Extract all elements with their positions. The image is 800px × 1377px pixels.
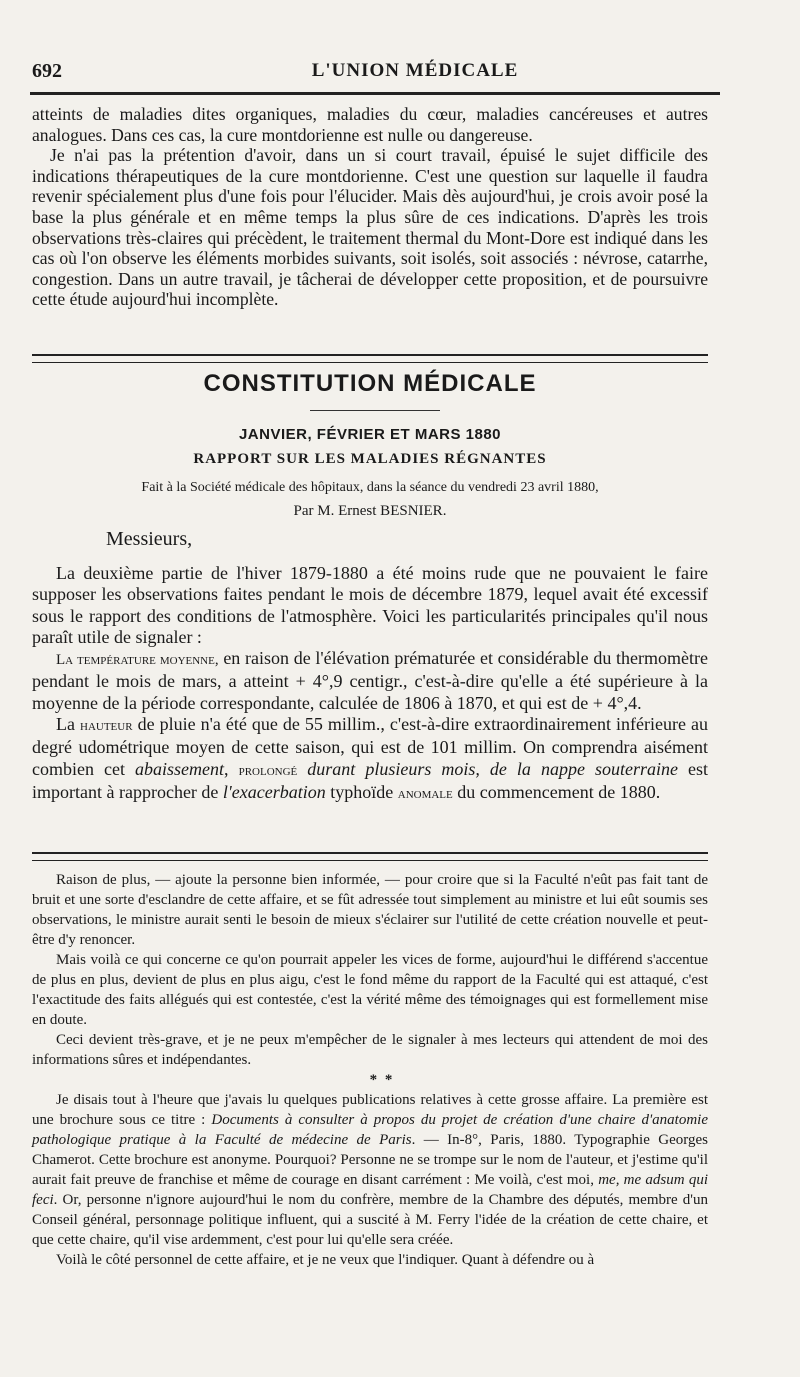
lead-term: hauteur: [80, 718, 133, 735]
lower-paragraph: Ceci devient très-grave, et je ne peux m'empêcher de le signaler à mes lecteurs qui attendent de moi des informations sûres et indépendantes.: [32, 1032, 708, 1068]
body-paragraph: La température moyenne, en raison de l'élévation prématurée et considérable du thermomètre pendant le mois de mars, a atteint + 4°,9 centigr., c'est-à-dire qu'elle a été supérieure à la moyenne de la période correspondante, calculée de 1806 à 1870, et qui est de + 4°,4.: [32, 648, 708, 713]
section-divider: [32, 354, 708, 363]
body-paragraph: La hauteur de pluie n'a été que de 55 millim., c'est-à-dire extraordinairement inférieure au degré udométrique moyen de cette saison, qui est de 101 millim. On comprendra aisément combien cet abaissement, prolongé durant plusieurs mois, de la nappe souterraine est important à rapprocher de l'exacerbation typhoïde anomale du commencement de 1880.: [32, 714, 709, 802]
continued-column: [32, 870, 708, 1270]
column-divider: [32, 852, 708, 861]
journal-title: L'UNION MÉDICALE: [311, 60, 519, 81]
lower-paragraph: Je disais tout à l'heure que j'avais lu quelques publications relatives à cette grosse affaire. La première est une brochure sous ce titre : Documents à consulter à propos du projet de création d'une chaire d'anatomie pathologique pratique à la Faculté de médecine de Paris. — In-8°, Paris, 1880. Typographie Georges Chamerot. Cette brochure est anonyme. Pourquoi? Personne ne se trompe sur le nom de l'auteur, et j'estime qu'il aurait fait preuve de franchise et même de courage en disant carrément : Me voilà, c'est moi, me, me adsum qui feci. Or, personne n'ignore aujourd'hui le nom du confrère, membre de la Chambre des députés, membre d'un Conseil général, personnage politique influent, qui a suscité à M. Ferry l'idée de la création de cette chaire, et que cette chaire, qu'il vise ardemment, c'est pour lui qu'elle sera créée.: [32, 1092, 709, 1248]
salutation: Messieurs,: [106, 528, 193, 550]
body-paragraph: La deuxième partie de l'hiver 1879-1880 a été moins rude que ne pouvaient le faire supposer les observations faites pendant le mois de décembre 1879, lequel avait été excessif sous le rapport des conditions de l'atmosphère. Voici les particularités principales qu'il nous paraît utile de signaler :: [32, 563, 708, 647]
intro-paragraph: Je n'ai pas la prétention d'avoir, dans un si court travail, épuisé le sujet difficile des indications thérapeutiques de la cure montdorienne. C'est une question sur laquelle il faudra revenir spécialement plus d'une fois pour l'élucider. Mais dès aujourd'hui, je crois avoir posé la base la plus générale et en même temps la plus sûre de ces indications. D'après les trois observations très-claires qui précèdent, le traitement thermal du Mont-Dore est indiqué dans les cas où l'on observe les éléments morbides suivants, soit isolés, soit associés : névrose, catarrhe, congestion. Dans un autre travail, je tâcherai de développer cette proposition, et de poursuivre cette étude aujourd'hui incomplète.: [32, 145, 708, 310]
report-subtitle: Fait à la Société médicale des hôpitaux, dans la séance du vendredi 23 avril 1880,: [141, 480, 599, 495]
author-line: Par M. Ernest BESNIER.: [293, 503, 447, 519]
asterism: * *: [369, 1072, 395, 1088]
report-period: JANVIER, FÉVRIER ET MARS 1880: [238, 426, 502, 443]
intro-text: [32, 104, 708, 310]
title-rule: [310, 410, 440, 411]
section-title: CONSTITUTION MÉDICALE: [203, 370, 537, 397]
report-body: [32, 563, 708, 805]
running-head: [30, 58, 740, 88]
page-number: 692: [32, 60, 62, 82]
report-title: RAPPORT SUR LES MALADIES RÉGNANTES: [193, 451, 547, 467]
intro-paragraph: atteints de maladies dites organiques, maladies du cœur, maladies cancéreuses et autres analogues. Dans ces cas, la cure montdorienne est nulle ou dangereuse.: [32, 104, 708, 145]
lower-paragraph: Voilà le côté personnel de cette affaire, et je ne veux que l'indiquer. Quant à défendre ou à: [56, 1252, 595, 1268]
header-rule: [30, 92, 720, 95]
lower-paragraph: Raison de plus, — ajoute la personne bien informée, — pour croire que si la Faculté n'eût pas fait tant de bruit et une sorte d'esclandre de cette affaire, et se fût adressée tout simplement au ministre et lui eût soumis ses observations, le ministre aurait senti le besoin de mieux s'éclairer sur l'utilité de cette création nouvelle et peut-être d'y renoncer.: [32, 872, 708, 948]
lead-term: La température moyenne,: [56, 652, 219, 669]
lower-paragraph: Mais voilà ce qui concerne ce qu'on pourrait appeler les vices de forme, aujourd'hui le différend s'accentue de plus en plus, devient de plus en plus aigu, c'est le fond même du rapport de la Faculté qui est attaqué, c'est l'exactitude des faits allégués qui est contestée, c'est la vérité même des témoignages qui est formellement mise en doute.: [32, 952, 708, 1028]
